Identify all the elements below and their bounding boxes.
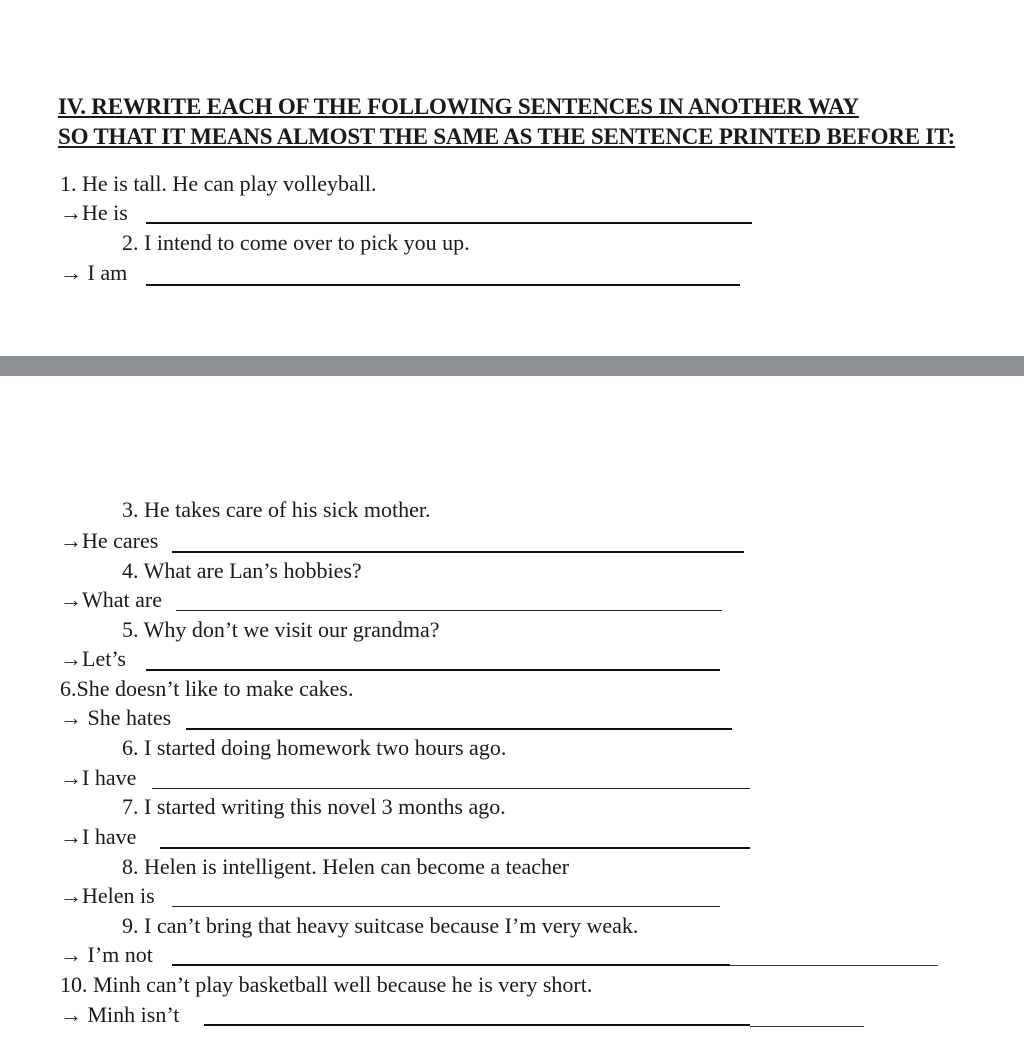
answer-prompt-6a: → She hates xyxy=(60,705,172,730)
answer-line-6a xyxy=(186,728,732,730)
answer-line-10 xyxy=(204,1024,750,1026)
question-6a: 6.She doesn’t like to make cakes. xyxy=(60,676,354,701)
worksheet-page-bottom xyxy=(0,380,1024,1052)
answer-prompt-1: →He is xyxy=(60,200,128,225)
answer-line-7 xyxy=(160,847,750,849)
answer-line-2 xyxy=(146,284,740,286)
answer-prompt-2: → I am xyxy=(60,260,128,285)
worksheet-page-top xyxy=(0,0,1024,352)
question-4: 4. What are Lan’s hobbies? xyxy=(122,558,362,583)
answer-prompt-5: →Let’s xyxy=(60,646,126,671)
answer-prompt-6b: →I have xyxy=(60,765,137,790)
answer-line-6b xyxy=(152,788,750,789)
question-5: 5. Why don’t we visit our grandma? xyxy=(122,617,440,642)
page-divider xyxy=(0,356,1024,376)
answer-prompt-3: →He cares xyxy=(60,528,159,553)
question-3: 3. He takes care of his sick mother. xyxy=(122,497,431,522)
answer-prompt-8: →Helen is xyxy=(60,883,155,908)
answer-prompt-4: →What are xyxy=(60,587,162,612)
question-7: 7. I started writing this novel 3 months ago. xyxy=(122,794,506,819)
answer-line-3 xyxy=(172,551,744,553)
question-10: 10. Minh can’t play basketball well because he is very short. xyxy=(60,972,593,997)
answer-line-9 xyxy=(172,964,730,966)
question-1: 1. He is tall. He can play volleyball. xyxy=(60,171,377,196)
question-6b: 6. I started doing homework two hours ago. xyxy=(122,735,507,760)
answer-line-10-extension xyxy=(750,1026,864,1027)
answer-line-4 xyxy=(176,610,722,611)
answer-line-9-extension xyxy=(730,965,938,966)
answer-line-1 xyxy=(146,222,752,224)
question-2: 2. I intend to come over to pick you up. xyxy=(122,230,470,255)
answer-prompt-10: → Minh isn’t xyxy=(60,1002,180,1027)
answer-prompt-9: → I’m not xyxy=(60,942,153,967)
section-heading-line-2: SO THAT IT MEANS ALMOST THE SAME AS THE SENTENCE PRINTED BEFORE IT: xyxy=(58,124,956,149)
question-9: 9. I can’t bring that heavy suitcase because I’m very weak. xyxy=(122,913,639,938)
answer-line-8 xyxy=(172,906,720,907)
section-heading-line-1: IV. REWRITE EACH OF THE FOLLOWING SENTENCES IN ANOTHER WAY xyxy=(58,94,859,119)
answer-line-5 xyxy=(146,669,720,671)
question-8: 8. Helen is intelligent. Helen can become a teacher xyxy=(122,854,570,879)
answer-prompt-7: →I have xyxy=(60,824,137,849)
